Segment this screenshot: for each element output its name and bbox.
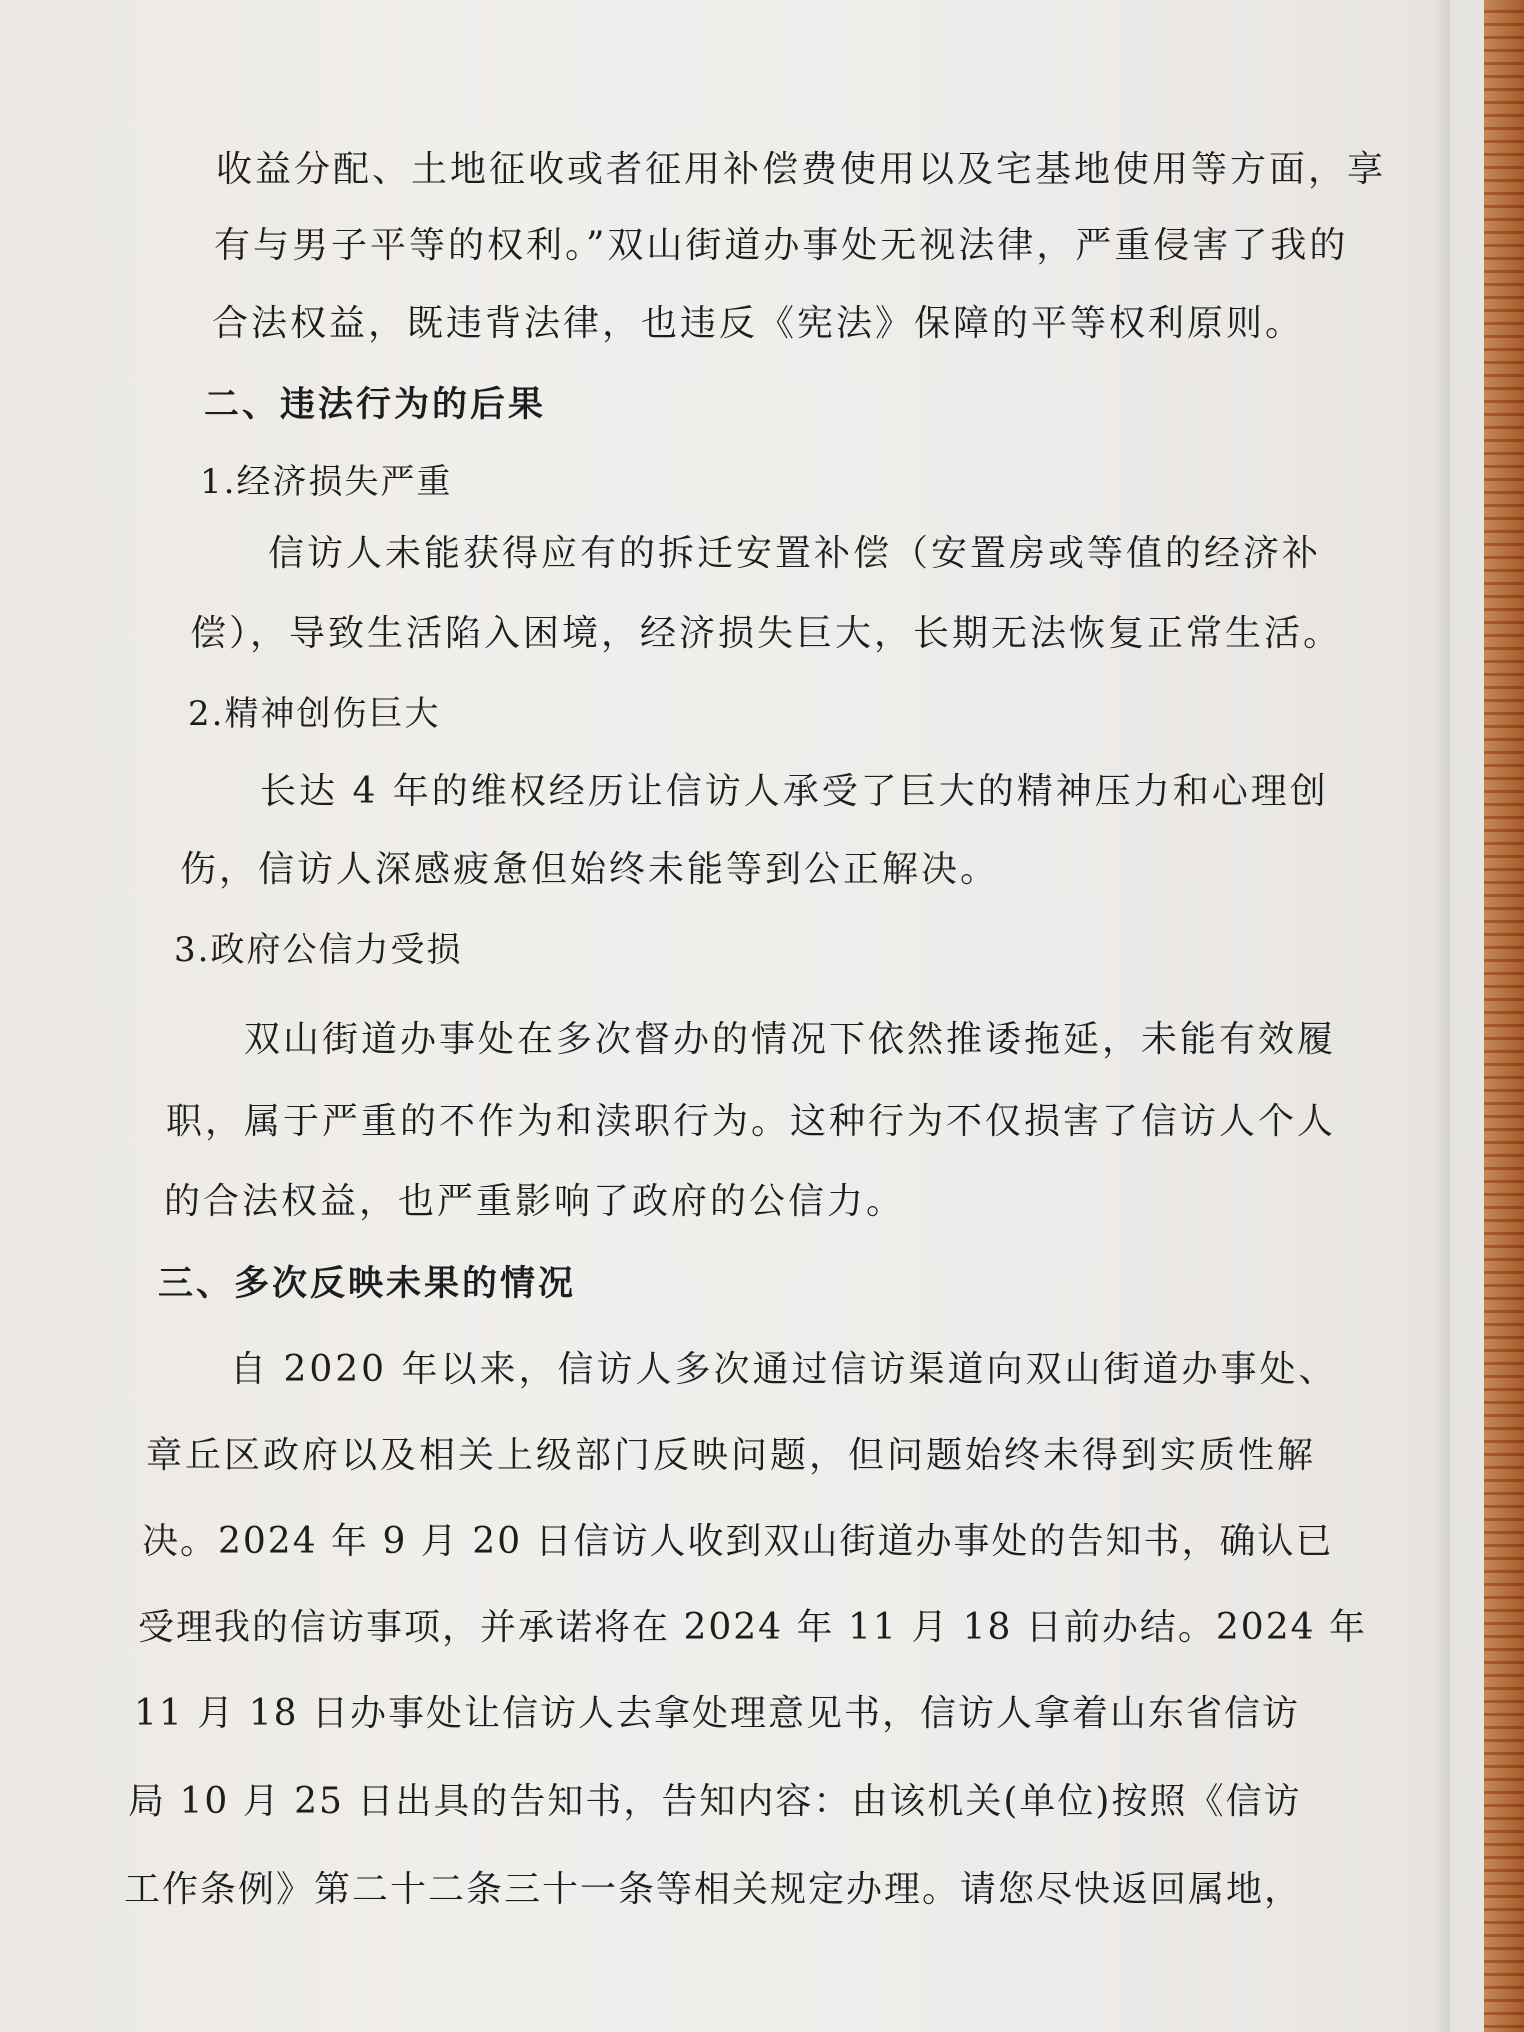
paragraph-line: 合法权益，既违背法律，也违反《宪法》保障的平等权利原则。	[212, 303, 1305, 344]
paragraph-line: 的合法权益，也严重影响了政府的公信力。	[164, 1181, 906, 1222]
page-edge-shadow	[1432, 0, 1450, 2032]
subsection-heading: 1.经济损失严重	[200, 462, 453, 502]
paragraph-line: 工作条例》第二十二条三十一条等相关规定办理。请您尽快返回属地，	[124, 1869, 1303, 1910]
paragraph-line: 偿），导致生活陷入困境，经济损失巨大，长期无法恢复正常生活。	[190, 613, 1343, 654]
section-heading: 二、违法行为的后果	[204, 385, 547, 425]
paragraph-line: 职，属于严重的不作为和渎职行为。这种行为不仅损害了信访人个人	[166, 1101, 1337, 1142]
paragraph-line: 局 10 月 25 日出具的告知书，告知内容：由该机关(单位)按照《信访	[128, 1781, 1302, 1822]
background-fabric-edge	[1484, 0, 1524, 2032]
paragraph-line: 决。2024 年 9 月 20 日信访人收到双山街道办事处的告知书，确认已	[142, 1521, 1334, 1562]
paragraph-line: 双山街道办事处在多次督办的情况下依然推诿拖延，未能有效履	[244, 1019, 1337, 1060]
paragraph-line: 长达 4 年的维权经历让信访人承受了巨大的精神压力和心理创	[260, 771, 1329, 812]
paragraph-line: 有与男子平等的权利。”双山街道办事处无视法律，严重侵害了我的	[214, 225, 1349, 266]
subsection-heading: 2.精神创伤巨大	[188, 694, 441, 734]
section-heading: 三、多次反映未果的情况	[158, 1264, 577, 1304]
paragraph-line: 收益分配、土地征收或者征用补偿费使用以及宅基地使用等方面，享	[216, 149, 1387, 190]
paragraph-line: 自 2020 年以来，信访人多次通过信访渠道向双山街道办事处、	[230, 1349, 1338, 1390]
paragraph-line: 受理我的信访事项，并承诺将在 2024 年 11 月 18 日前办结。2024 年	[138, 1607, 1367, 1648]
paragraph-line: 伤，信访人深感疲惫但始终未能等到公正解决。	[180, 849, 1000, 890]
subsection-heading: 3.政府公信力受损	[174, 930, 463, 970]
paragraph-line: 信访人未能获得应有的拆迁安置补偿（安置房或等值的经济补	[268, 533, 1322, 574]
paragraph-line: 章丘区政府以及相关上级部门反映问题，但问题始终未得到实质性解	[146, 1435, 1317, 1476]
paragraph-line: 11 月 18 日办事处让信访人去拿处理意见书，信访人拿着山东省信访	[134, 1693, 1300, 1734]
